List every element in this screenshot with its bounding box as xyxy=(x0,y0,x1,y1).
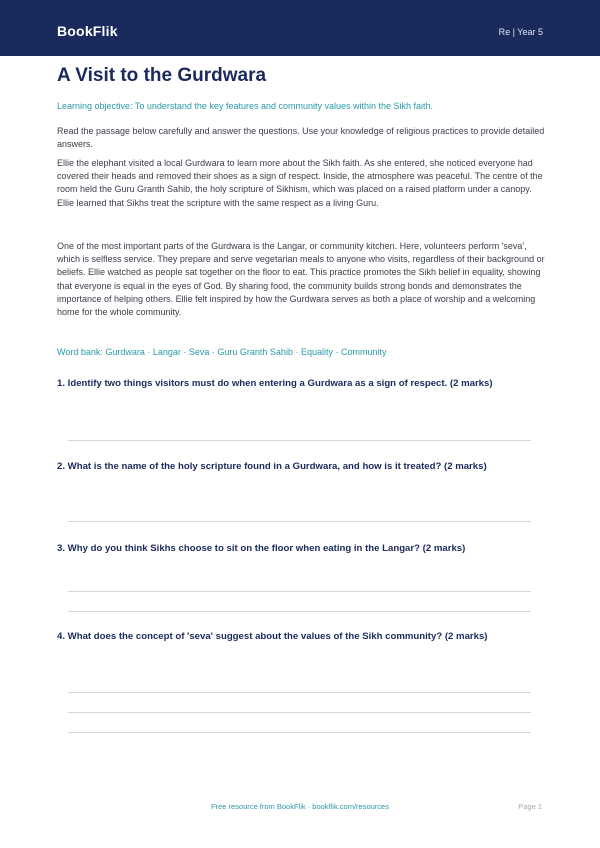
instructions: Read the passage below carefully and answer the questions. Use your knowledge of religious practices to provide detailed answers. xyxy=(57,126,545,150)
answer-line[interactable] xyxy=(68,591,531,592)
answer-line[interactable] xyxy=(68,521,531,522)
learning-objective: Learning objective: To understand the key features and community values within the Sikh faith. xyxy=(57,101,434,111)
question-1: 1. Identify two things visitors must do when entering a Gurdwara as a sign of respect. (2 marks) xyxy=(57,378,493,389)
footer-source[interactable]: Free resource from BookFlik · bookflik.com/resources xyxy=(211,802,389,811)
answer-line[interactable] xyxy=(68,712,531,713)
subject-year-label: Re | Year 5 xyxy=(498,27,543,37)
answer-line[interactable] xyxy=(68,611,531,612)
answer-line[interactable] xyxy=(68,692,531,693)
question-4: 4. What does the concept of 'seva' suggest about the values of the Sikh community? (2 marks) xyxy=(57,631,488,642)
answer-line[interactable] xyxy=(68,732,531,733)
brand-logo[interactable]: BookFlik xyxy=(57,23,118,39)
passage-paragraph: One of the most important parts of the Gurdwara is the Langar, or community kitchen. Here, volunteers perform 'seva', which is selfless service. They prepare and serve vegetarian meals to anyone who visits, regardless of their background or beliefs. Ellie watched as people sat together on the floor to eat. This practice promotes the Sikh belief in equality, showing that everyone is equal in the eyes of God. By sharing food, the community builds strong bonds and demonstrates the importance of helping others. Ellie felt inspired by how the Gurdwara serves as both a place of worship and a welcoming home for the whole community. xyxy=(57,241,545,318)
passage-paragraph: Ellie the elephant visited a local Gurdwara to learn more about the Sikh faith. As she entered, she noticed everyone had covered their heads and removed their shoes as a sign of respect. Inside, the atmosphere was peaceful. The centre of the room held the Guru Granth Sahib, the holy scripture of Sikhism, which was placed on a raised platform under a canopy. Ellie learned that Sikhs treat the scripture with the same respect as a living Guru. xyxy=(57,158,543,208)
word-bank: Word bank: Gurdwara · Langar · Seva · Guru Granth Sahib · Equality · Community xyxy=(57,347,387,357)
page-header xyxy=(0,0,600,56)
question-2: 2. What is the name of the holy scripture found in a Gurdwara, and how is it treated? (2 marks) xyxy=(57,461,487,472)
answer-line[interactable] xyxy=(68,440,531,441)
page-number: Page 1 xyxy=(518,802,542,811)
question-3: 3. Why do you think Sikhs choose to sit on the floor when eating in the Langar? (2 marks) xyxy=(57,543,466,554)
page-title: A Visit to the Gurdwara xyxy=(57,65,267,86)
